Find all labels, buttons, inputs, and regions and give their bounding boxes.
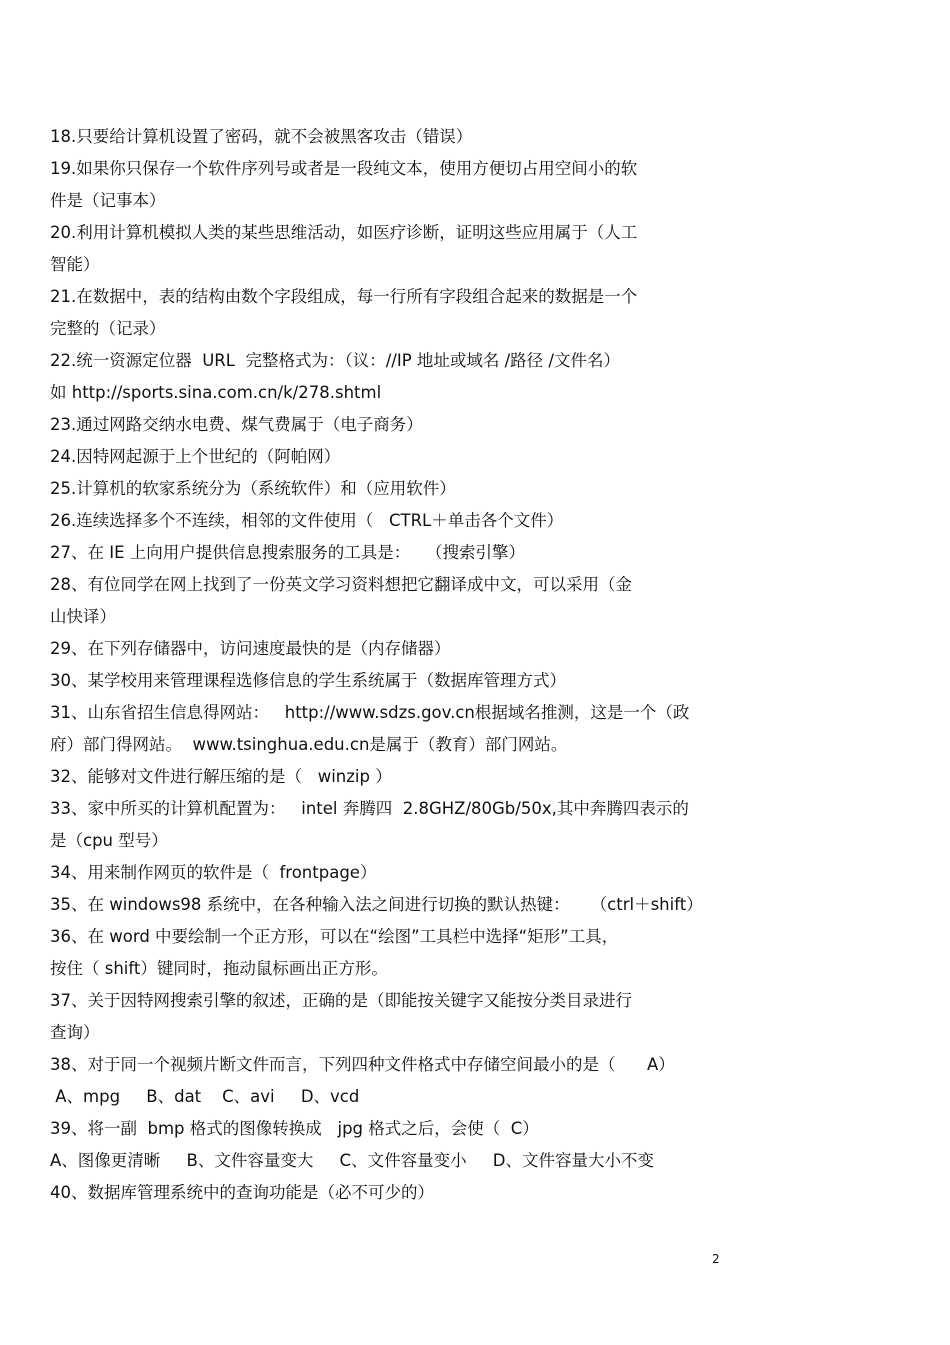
text-line: 件是（记事本） <box>50 191 166 210</box>
text-line: 27、在 IE 上向用户提供信息搜索服务的工具是： （搜索引擎） <box>50 543 526 562</box>
text-line: 38、对于同一个视频片断文件而言，下列四种文件格式中存储空间最小的是（ A） <box>50 1055 675 1074</box>
text-line: 府）部门得网站。 www.tsinghua.edu.cn是属于（教育）部门网站。 <box>50 735 568 754</box>
text-line: 36、在 word 中要绘制一个正方形，可以在“绘图”工具栏中选择“矩形”工具， <box>50 927 619 946</box>
text-line: 山快译） <box>50 607 116 626</box>
text-line: 31、山东省招生信息得网站： http://www.sdzs.gov.cn根据域名推测，这是一个（政 <box>50 703 690 722</box>
text-line: 20.利用计算机模拟人类的某些思维活动，如医疗诊断，证明这些应用属于（人工 <box>50 223 638 242</box>
text-line: 32、能够对文件进行解压缩的是（ winzip ） <box>50 767 392 786</box>
text-line: 查询） <box>50 1023 100 1042</box>
text-line: 25.计算机的软家系统分为（系统软件）和（应用软件） <box>50 479 456 498</box>
text-line: 19.如果你只保存一个软件序列号或者是一段纯文本，使用方便切占用空间小的软 <box>50 159 638 178</box>
text-line: 智能） <box>50 255 100 274</box>
text-line: 22.统一资源定位器 URL 完整格式为：（议：//IP 地址或域名 /路径 /文件名） <box>50 351 620 370</box>
text-line: 是（cpu 型号） <box>50 831 168 850</box>
text-line: 37、关于因特网搜索引擎的叙述，正确的是（即能按关键字又能按分类目录进行 <box>50 991 632 1010</box>
text-line: 34、用来制作网页的软件是（ frontpage） <box>50 863 377 882</box>
text-line: 18.只要给计算机设置了密码，就不会被黑客攻击（错误） <box>50 127 473 146</box>
text-line: 完整的（记录） <box>50 319 166 338</box>
text-line: 33、家中所买的计算机配置为： intel 奔腾四 2.8GHZ/80Gb/50x,其中奔腾四表示的 <box>50 799 689 818</box>
text-line: 如 http://sports.sina.com.cn/k/278.shtml <box>50 383 382 402</box>
text-line: 28、有位同学在网上找到了一份英文学习资料想把它翻译成中文，可以采用（金 <box>50 575 632 594</box>
text-line: 24.因特网起源于上个世纪的（阿帕网） <box>50 447 341 466</box>
text-line: 30、某学校用来管理课程选修信息的学生系统属于（数据库管理方式） <box>50 671 566 690</box>
page-number: 2 <box>712 1252 720 1266</box>
text-line: 23.通过网路交纳水电费、煤气费属于（电子商务） <box>50 415 423 434</box>
text-line: 40、数据库管理系统中的查询功能是（必不可少的） <box>50 1183 434 1202</box>
text-line: A、mpg B、dat C、avi D、vcd <box>50 1087 360 1106</box>
text-line: 26.连续选择多个不连续，相邻的文件使用（ CTRL＋单击各个文件） <box>50 511 564 530</box>
text-line: 29、在下列存储器中，访问速度最快的是（内存储器） <box>50 639 451 658</box>
text-line: 21.在数据中，表的结构由数个字段组成，每一行所有字段组合起来的数据是一个 <box>50 287 638 306</box>
text-line: 35、在 windows98 系统中，在各种输入法之间进行切换的默认热键： （ctrl＋shift） <box>50 895 703 914</box>
document-body <box>50 121 750 1209</box>
text-line: 按住（ shift）键同时，拖动鼠标画出正方形。 <box>50 959 388 978</box>
text-line: 39、将一副 bmp 格式的图像转换成 jpg 格式之后，会使（ C） <box>50 1119 539 1138</box>
text-line: A、图像更清晰 B、文件容量变大 C、文件容量变小 D、文件容量大小不变 <box>50 1151 655 1170</box>
